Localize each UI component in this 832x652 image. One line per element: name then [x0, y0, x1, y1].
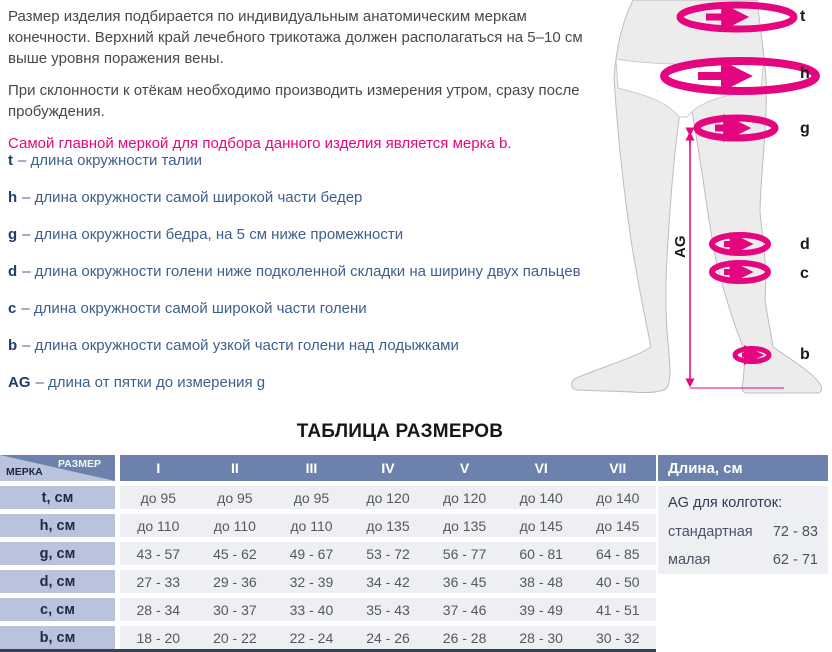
length-row-value: 72 - 83: [772, 524, 818, 540]
table-cell: 40 - 50: [595, 573, 640, 590]
measure-item-h: [8, 187, 628, 208]
table-cell: 45 - 62: [213, 545, 257, 562]
column-header-strip: [120, 455, 656, 481]
row-label: t, см: [0, 486, 115, 509]
table-cell: 20 - 22: [213, 629, 257, 646]
diagram-label-g: g: [800, 120, 810, 137]
corner-label-size: РАЗМЕР: [58, 458, 101, 470]
length-row-label: малая: [668, 552, 711, 568]
corner-cell: [0, 455, 115, 481]
intro-paragraph: При склонности к отёкам необходимо производить измерения утром, сразу после пробуждения.: [8, 82, 580, 120]
diagram-label-ag: AG: [672, 235, 689, 258]
column-header: I: [156, 460, 161, 476]
table-cell: до 95: [140, 489, 176, 506]
table-cell: 27 - 33: [136, 573, 181, 590]
diagram-label-b: b: [800, 346, 810, 363]
table-cell: 49 - 67: [289, 545, 334, 562]
table-cell: до 110: [137, 517, 180, 534]
diagram-label-h: h: [800, 65, 810, 82]
diagram-label-c: c: [800, 265, 809, 282]
table-cell: 29 - 36: [213, 573, 257, 590]
row-values: [120, 514, 656, 537]
length-row-small: [668, 552, 818, 568]
body-silhouette: [572, 0, 822, 393]
measure-definitions-list: [8, 150, 628, 409]
measure-key: AG: [8, 374, 31, 391]
table-cell: 56 - 77: [442, 545, 487, 562]
table-cell: 35 - 43: [366, 601, 410, 618]
table-cell: 30 - 37: [213, 601, 257, 618]
measure-desc: – длина окружности самой узкой части голени над лодыжками: [22, 337, 459, 354]
column-header: VI: [534, 460, 548, 476]
measure-key: d: [8, 263, 18, 280]
column-header: VII: [609, 460, 627, 476]
table-cell: до 140: [519, 489, 563, 506]
length-row-standard: [668, 524, 818, 540]
table-cell: до 110: [290, 517, 333, 534]
table-cell: до 145: [596, 517, 640, 534]
column-header: III: [305, 460, 318, 476]
row-label: c, см: [0, 598, 115, 621]
table-cell: 43 - 57: [136, 545, 181, 562]
row-values: [120, 598, 656, 621]
column-header: IV: [381, 460, 395, 476]
length-panel-subtitle: AG для колготок:: [668, 495, 783, 511]
table-cell: до 110: [213, 517, 256, 534]
size-table-title: ТАБЛИЦА РАЗМЕРОВ: [296, 421, 504, 442]
corner-label-measure: МЕРКА: [6, 466, 43, 478]
intro-paragraph: Размер изделия подбирается по индивидуальным анатомическим меркам конечности. Верхний край лечебного трикотажа должен располагаться на 5–10 см выше уровня поражения вены.: [8, 8, 583, 67]
row-label: b, см: [0, 626, 115, 649]
measure-item-ag: [8, 372, 628, 393]
row-values: [120, 542, 656, 565]
length-row-value: 62 - 71: [772, 552, 818, 568]
row-values: [120, 570, 656, 593]
row-values: [120, 486, 656, 509]
table-row-c: [0, 598, 656, 621]
measure-key: g: [8, 226, 18, 243]
measure-key: b: [8, 337, 18, 354]
table-cell: 18 - 20: [136, 629, 181, 646]
length-panel-body: [658, 486, 828, 574]
row-label: h, см: [0, 514, 115, 537]
table-cell: до 135: [443, 517, 487, 534]
measure-desc: – длина от пятки до измерения g: [35, 374, 266, 391]
measure-desc: – длина окружности голени ниже подколенной складки на ширину двух пальцев: [22, 263, 581, 280]
table-cell: до 120: [366, 489, 410, 506]
measure-item-t: [8, 150, 628, 171]
table-cell: до 145: [519, 517, 563, 534]
length-panel-title: Длина, см: [658, 455, 828, 481]
measure-item-g: [8, 224, 628, 245]
table-cell: 24 - 26: [366, 629, 410, 646]
column-header: V: [459, 460, 470, 476]
table-cell: 38 - 48: [519, 573, 563, 590]
table-row-t: [0, 486, 656, 509]
measure-item-c: [8, 298, 628, 319]
table-cell: 33 - 40: [289, 601, 334, 618]
table-cell: до 135: [366, 517, 410, 534]
measure-desc: – длина окружности самой широкой части голени: [21, 300, 367, 317]
table-row-d: [0, 570, 656, 593]
highlight-note: Самой главной меркой для подбора данного изделия является мерка b.: [8, 135, 512, 152]
length-panel: [658, 455, 828, 574]
measure-desc: – длина окружности самой широкой части бедер: [22, 189, 363, 206]
table-cell: до 140: [596, 489, 640, 506]
measure-item-d: [8, 261, 628, 282]
table-cell: 37 - 46: [442, 601, 487, 618]
table-cell: 41 - 51: [595, 601, 640, 618]
table-row-g: [0, 542, 656, 565]
table-cell: 36 - 45: [442, 573, 487, 590]
column-header: II: [230, 460, 239, 476]
legs-diagram-svg: [560, 0, 832, 400]
table-cell: 34 - 42: [366, 573, 410, 590]
measure-key: t: [8, 152, 13, 169]
table-cell: 28 - 34: [136, 601, 181, 618]
row-label: g, см: [0, 542, 115, 565]
size-table: [0, 455, 656, 649]
measure-key: c: [8, 300, 17, 317]
intro-text-block: [8, 6, 612, 160]
table-cell: до 120: [443, 489, 487, 506]
table-cell: 22 - 24: [289, 629, 334, 646]
measure-desc: – длина окружности талии: [18, 152, 203, 169]
diagram-label-t: t: [800, 8, 806, 25]
table-cell: 30 - 32: [595, 629, 640, 646]
measure-item-b: [8, 335, 628, 356]
table-cell: до 95: [217, 489, 253, 506]
table-row-h: [0, 514, 656, 537]
row-values: [120, 626, 656, 649]
table-cell: 32 - 39: [289, 573, 334, 590]
table-cell: 60 - 81: [519, 545, 563, 562]
table-cell: 64 - 85: [595, 545, 640, 562]
row-label: d, см: [0, 570, 115, 593]
table-cell: 53 - 72: [366, 545, 410, 562]
measure-desc: – длина окружности бедра, на 5 см ниже промежности: [22, 226, 404, 243]
table-cell: 26 - 28: [442, 629, 487, 646]
measure-key: h: [8, 189, 18, 206]
table-cell: 28 - 30: [519, 629, 563, 646]
diagram-label-d: d: [800, 236, 810, 253]
length-row-label: стандартная: [668, 524, 753, 540]
legs-measurement-diagram: [560, 0, 832, 400]
table-row-b: [0, 626, 656, 649]
size-table-header-row: [0, 455, 656, 481]
table-cell: до 95: [293, 489, 330, 506]
table-cell: 39 - 49: [519, 601, 563, 618]
